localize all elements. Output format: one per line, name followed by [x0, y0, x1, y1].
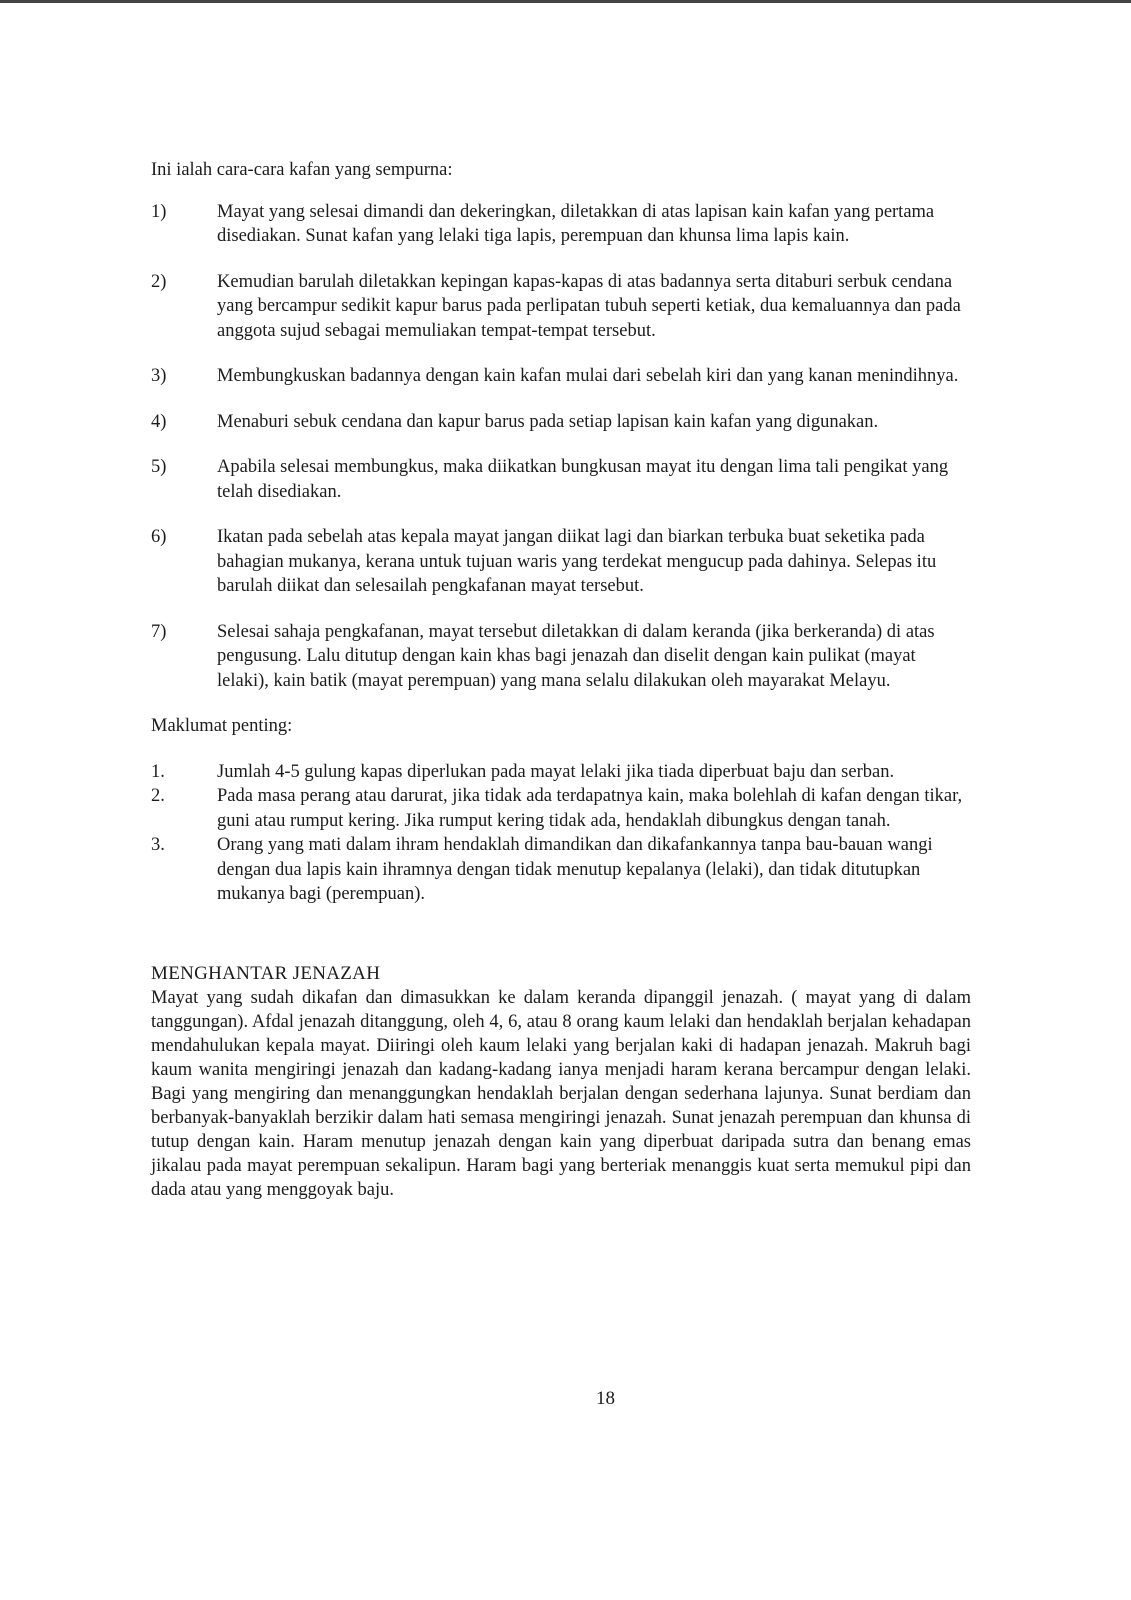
notes-heading: Maklumat penting: — [151, 716, 293, 736]
list-item — [151, 760, 971, 785]
list-item — [151, 455, 971, 504]
section-body-paragraph: Mayat yang sudah dikafan dan dimasukkan ke dalam keranda dipanggil jenazah. ( mayat yang di dalam tanggungan). Afdal jenazah ditanggung, oleh 4, 6, atau 8 orang kaum lelaki dan hendaklah berjalan kehadapan mendahulukan kepala mayat. Diiringi oleh kaum lelaki yang berjalan kaki di hadapan jenazah. Makruh bagi kaum wanita mengiringi jenazah dan kadang-kadang ianya menjadi haram kerana bercampur dengan lelaki. Bagi yang mengiring dan menanggungkan hendaklah berjalan dengan sederhana lajunya. Sunat berdiam dan berbanyak-banyaklah berzikir dalam hati semasa mengiringi jenazah. Sunat jenazah perempuan dan khunsa di tutup dengan kain. Haram menutup jenazah dengan kain yang diperbuat daripada sutra dan benang emas jikalau pada mayat perempuan sekalipun. Haram bagi yang berteriak menanggis kuat serta memukul pipi dan dada atau yang menggoyak baju. — [151, 988, 971, 1200]
list-item-number: 2) — [151, 271, 167, 292]
section-heading: MENGHANTAR JENAZAH — [151, 962, 381, 984]
list-item-text: Mayat yang selesai dimandi dan dekeringkan, diletakkan di atas lapisan kain kafan yang pertama disediakan. Sunat kafan yang lelaki tiga lapis, perempuan dan khunsa lima lapis kain. — [217, 201, 935, 246]
list-item-number: 2. — [151, 786, 165, 806]
list-item — [151, 364, 971, 389]
list-item — [151, 200, 971, 249]
list-item-number: 5) — [151, 457, 167, 477]
list-item-text: Membungkuskan badannya dengan kain kafan mulai dari sebelah kiri dan yang kanan menindihnya. — [217, 366, 959, 386]
list-item-text: Orang yang mati dalam ihram hendaklah dimandikan dan dikafankannya tanpa bau-bauan wangi dengan dua lapis kain ihramnya dengan tidak menutup kepalanya (lelaki), dan tidak ditutupkan mukanya bagi (perempuan). — [217, 835, 933, 904]
list-item-number: 1) — [151, 201, 167, 222]
list-item-number: 1. — [151, 761, 165, 782]
list-item-text: Apabila selesai membungkus, maka diikatkan bungkusan mayat itu dengan lima tali pengikat yang telah disediakan. — [217, 457, 949, 502]
list-item-number: 7) — [151, 621, 167, 642]
list-item — [151, 410, 971, 435]
list-item-number: 3) — [151, 366, 167, 386]
list-item-number: 3. — [151, 835, 165, 855]
list-item-number: 4) — [151, 411, 167, 432]
notes-list — [151, 760, 971, 907]
list-item-text: Ikatan pada sebelah atas kepala mayat jangan diikat lagi dan biarkan terbuka buat seketika pada bahagian mukanya, kerana untuk tujuan waris yang terdekat mengucup pada dahinya. Selepas itu barulah diikat dan selesailah pengkafanan mayat tersebut. — [217, 527, 937, 596]
scan-top-edge — [0, 0, 1131, 3]
list-item — [151, 833, 971, 907]
list-item — [151, 784, 971, 833]
list-item — [151, 525, 971, 599]
document-page — [151, 158, 971, 1202]
page-number: 18 — [596, 1388, 615, 1409]
list-item-text: Jumlah 4-5 gulung kapas diperlukan pada mayat lelaki jika tiada diperbuat baju dan serban. — [217, 761, 895, 782]
intro-text: Ini ialah cara-cara kafan yang sempurna: — [151, 160, 453, 180]
list-item — [151, 620, 971, 694]
list-item-text: Kemudian barulah diletakkan kepingan kapas-kapas di atas badannya serta ditaburi serbuk cendana yang bercampur sedikit kapur barus pada perlipatan tubuh seperti ketiak, dua kemaluannya dan pada anggota sujud sebagai memuliakan tempat-tempat tersebut. — [217, 271, 961, 341]
kafan-steps-list — [151, 200, 971, 694]
list-item-text: Menaburi sebuk cendana dan kapur barus pada setiap lapisan kain kafan yang digunakan. — [217, 411, 879, 432]
list-item-number: 6) — [151, 527, 167, 547]
list-item-text: Selesai sahaja pengkafanan, mayat tersebut diletakkan di dalam keranda (jika berkeranda) di atas pengusung. Lalu ditutup dengan kain khas bagi jenazah dan diselit dengan kain pulikat (mayat lelaki), kain batik (mayat perempuan) yang mana selalu dilakukan oleh mayarakat Melayu. — [217, 621, 935, 691]
list-item-text: Pada masa perang atau darurat, jika tidak ada terdapatnya kain, maka bolehlah di kafan dengan tikar, guni atau rumput kering. Jika rumput kering tidak ada, hendaklah dibungkus dengan tanah. — [217, 786, 963, 831]
list-item — [151, 270, 971, 344]
